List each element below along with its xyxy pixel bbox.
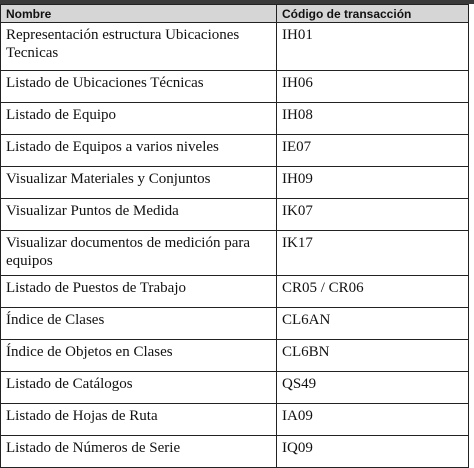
table-header-row [1, 5, 469, 23]
row-name: Listado de Ubicaciones Técnicas [1, 71, 277, 103]
row-name: Visualizar Materiales y Conjuntos [1, 167, 277, 199]
table-row [1, 23, 469, 71]
table-row [1, 404, 469, 436]
row-code: CL6AN [277, 308, 469, 340]
row-name: Visualizar documentos de medición para equipos [1, 231, 277, 276]
column-header-name: Nombre [1, 5, 277, 23]
row-code: IE07 [277, 135, 469, 167]
row-name: Índice de Clases [1, 308, 277, 340]
table-row [1, 276, 469, 308]
table-row [1, 167, 469, 199]
row-code: IH06 [277, 71, 469, 103]
row-name: Listado de Hojas de Ruta [1, 404, 277, 436]
transaction-table [0, 4, 469, 468]
table-row [1, 308, 469, 340]
row-code: IH08 [277, 103, 469, 135]
row-code: CL6BN [277, 340, 469, 372]
table-row [1, 340, 469, 372]
row-name: Índice de Objetos en Clases [1, 340, 277, 372]
transaction-table-container [0, 4, 474, 468]
row-name: Listado de Catálogos [1, 372, 277, 404]
row-name: Visualizar Puntos de Medida [1, 199, 277, 231]
row-code: IK07 [277, 199, 469, 231]
row-code: IK17 [277, 231, 469, 276]
row-name: Listado de Equipo [1, 103, 277, 135]
column-header-code: Código de transacción [277, 5, 469, 23]
row-code: QS49 [277, 372, 469, 404]
table-row [1, 436, 469, 468]
table-row [1, 372, 469, 404]
row-code: CR05 / CR06 [277, 276, 469, 308]
table-row [1, 135, 469, 167]
row-name: Listado de Números de Serie [1, 436, 277, 468]
table-row [1, 231, 469, 276]
table-row [1, 199, 469, 231]
row-code: IQ09 [277, 436, 469, 468]
row-code: IA09 [277, 404, 469, 436]
row-name: Listado de Puestos de Trabajo [1, 276, 277, 308]
table-row [1, 103, 469, 135]
row-name: Listado de Equipos a varios niveles [1, 135, 277, 167]
row-code: IH01 [277, 23, 469, 71]
row-code: IH09 [277, 167, 469, 199]
row-name: Representación estructura Ubicaciones Tecnicas [1, 23, 277, 71]
table-row [1, 71, 469, 103]
